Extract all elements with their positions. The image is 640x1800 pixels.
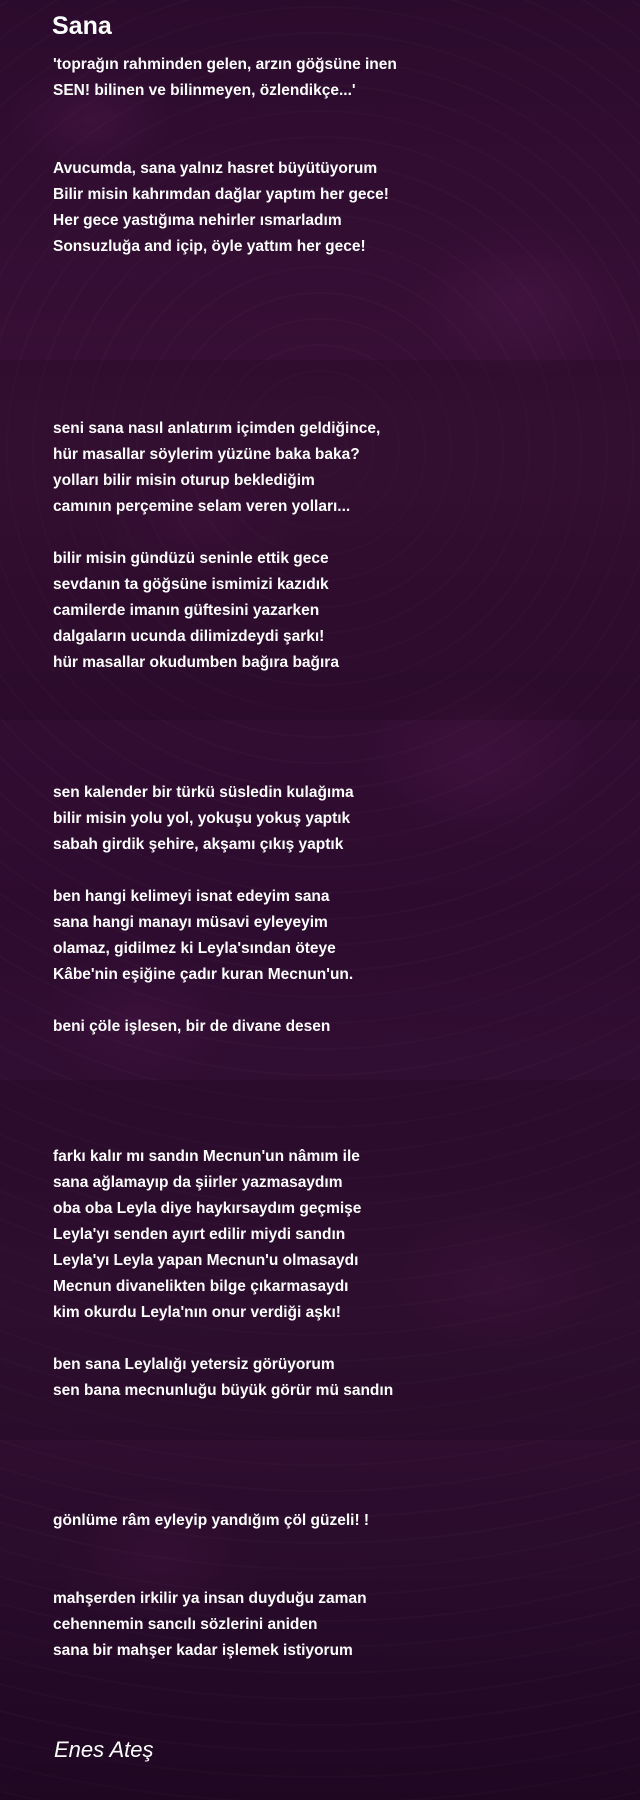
- poem-line: beni çöle işlesen, bir de divane desen: [53, 1018, 331, 1035]
- blank-line: [53, 754, 613, 780]
- poem-line: yolları bilir misin oturup beklediğim: [53, 472, 315, 489]
- blank-line: [53, 338, 613, 364]
- poem-line: hür masallar söylerim yüzüne baka baka?: [53, 446, 360, 463]
- blank-line: [53, 1040, 613, 1066]
- blank-line: [53, 364, 613, 390]
- poem-line: oba oba Leyla diye haykırsaydım geçmişe: [53, 1200, 362, 1217]
- poem-line: mahşerden irkilir ya insan duyduğu zaman: [53, 1590, 367, 1607]
- poem-line: Avucumda, sana yalnız hasret büyütüyorum: [53, 160, 378, 177]
- poem-line: sevdanın ta göğsüne ismimizi kazıdık: [53, 576, 329, 593]
- blank-line: [53, 1066, 613, 1092]
- blank-line: [53, 1092, 613, 1118]
- poem-line: olamaz, gidilmez ki Leyla'sından öteye: [53, 940, 336, 957]
- blank-line: [53, 286, 613, 312]
- blank-line: [53, 988, 613, 1014]
- blank-line: [53, 1404, 613, 1430]
- poem-line: sen bana mecnunluğu büyük görür mü sandın: [53, 1382, 394, 1399]
- poem-title: Sana: [52, 12, 112, 40]
- poem-line: Sonsuzluğa and içip, öyle yattım her gece!: [53, 238, 366, 255]
- blank-line: [53, 312, 613, 338]
- poem-line: Mecnun divanelikten bilge çıkarmasaydı: [53, 1278, 349, 1295]
- blank-line: [53, 1482, 613, 1508]
- poem-line: SEN! bilinen ve bilinmeyen, özlendikçe...': [53, 82, 356, 99]
- poem-line: ben hangi kelimeyi isnat edeyim sana: [53, 888, 330, 905]
- poem-line: camının perçemine selam veren yolları...: [53, 498, 351, 515]
- poem-line: sana ağlamayıp da şiirler yazmasaydım: [53, 1174, 343, 1191]
- poem-line: sen kalender bir türkü süsledin kulağıma: [53, 784, 354, 801]
- poem-line: ben sana Leylalığı yetersiz görüyorum: [53, 1356, 335, 1373]
- poem-line: Leyla'yı Leyla yapan Mecnun'u olmasaydı: [53, 1252, 359, 1269]
- poem-line: seni sana nasıl anlatırım içimden geldiğince,: [53, 420, 381, 437]
- poem-line: dalgaların ucunda dilimizdeydi şarkı!: [53, 628, 325, 645]
- blank-line: [53, 260, 613, 286]
- poem-body: [53, 52, 613, 1664]
- blank-line: [53, 1430, 613, 1456]
- blank-line: [53, 1534, 613, 1560]
- poem-line: cehennemin sancılı sözlerini aniden: [53, 1616, 318, 1633]
- blank-line: [53, 104, 613, 130]
- poem-line: bilir misin yolu yol, yokuşu yokuş yaptık: [53, 810, 351, 827]
- poem-line: sana bir mahşer kadar işlemek istiyorum: [53, 1642, 353, 1659]
- poem-line: Kâbe'nin eşiğine çadır kuran Mecnun'un.: [53, 966, 354, 983]
- poem-author: Enes Ateş: [54, 1737, 154, 1762]
- poem-line: hür masallar okudumben bağıra bağıra: [53, 654, 339, 671]
- poem-line: Leyla'yı senden ayırt edilir miydi sandın: [53, 1226, 346, 1243]
- blank-line: [53, 1560, 613, 1586]
- blank-line: [53, 520, 613, 546]
- blank-line: [53, 1326, 613, 1352]
- poem-line: kim okurdu Leyla'nın onur verdiği aşkı!: [53, 1304, 341, 1321]
- blank-line: [53, 1118, 613, 1144]
- blank-line: [53, 130, 613, 156]
- poem-line: sabah girdik şehire, akşamı çıkış yaptık: [53, 836, 344, 853]
- poem-line: Bilir misin kahrımdan dağlar yaptım her gece!: [53, 186, 389, 203]
- poem-line: camilerde imanın güftesini yazarken: [53, 602, 320, 619]
- blank-line: [53, 728, 613, 754]
- blank-line: [53, 1456, 613, 1482]
- poem-line: 'toprağın rahminden gelen, arzın göğsüne inen: [53, 56, 397, 73]
- blank-line: [53, 702, 613, 728]
- poem-line: farkı kalır mı sandın Mecnun'un nâmım ile: [53, 1148, 360, 1165]
- poem-line: Her gece yastığıma nehirler ısmarladım: [53, 212, 342, 229]
- blank-line: [53, 676, 613, 702]
- blank-line: [53, 858, 613, 884]
- blank-line: [53, 390, 613, 416]
- poem-line: gönlüme râm eyleyip yandığım çöl güzeli! !: [53, 1512, 370, 1529]
- poem-line: bilir misin gündüzü seninle ettik gece: [53, 550, 329, 567]
- poem-line: sana hangi manayı müsavi eyleyeyim: [53, 914, 328, 931]
